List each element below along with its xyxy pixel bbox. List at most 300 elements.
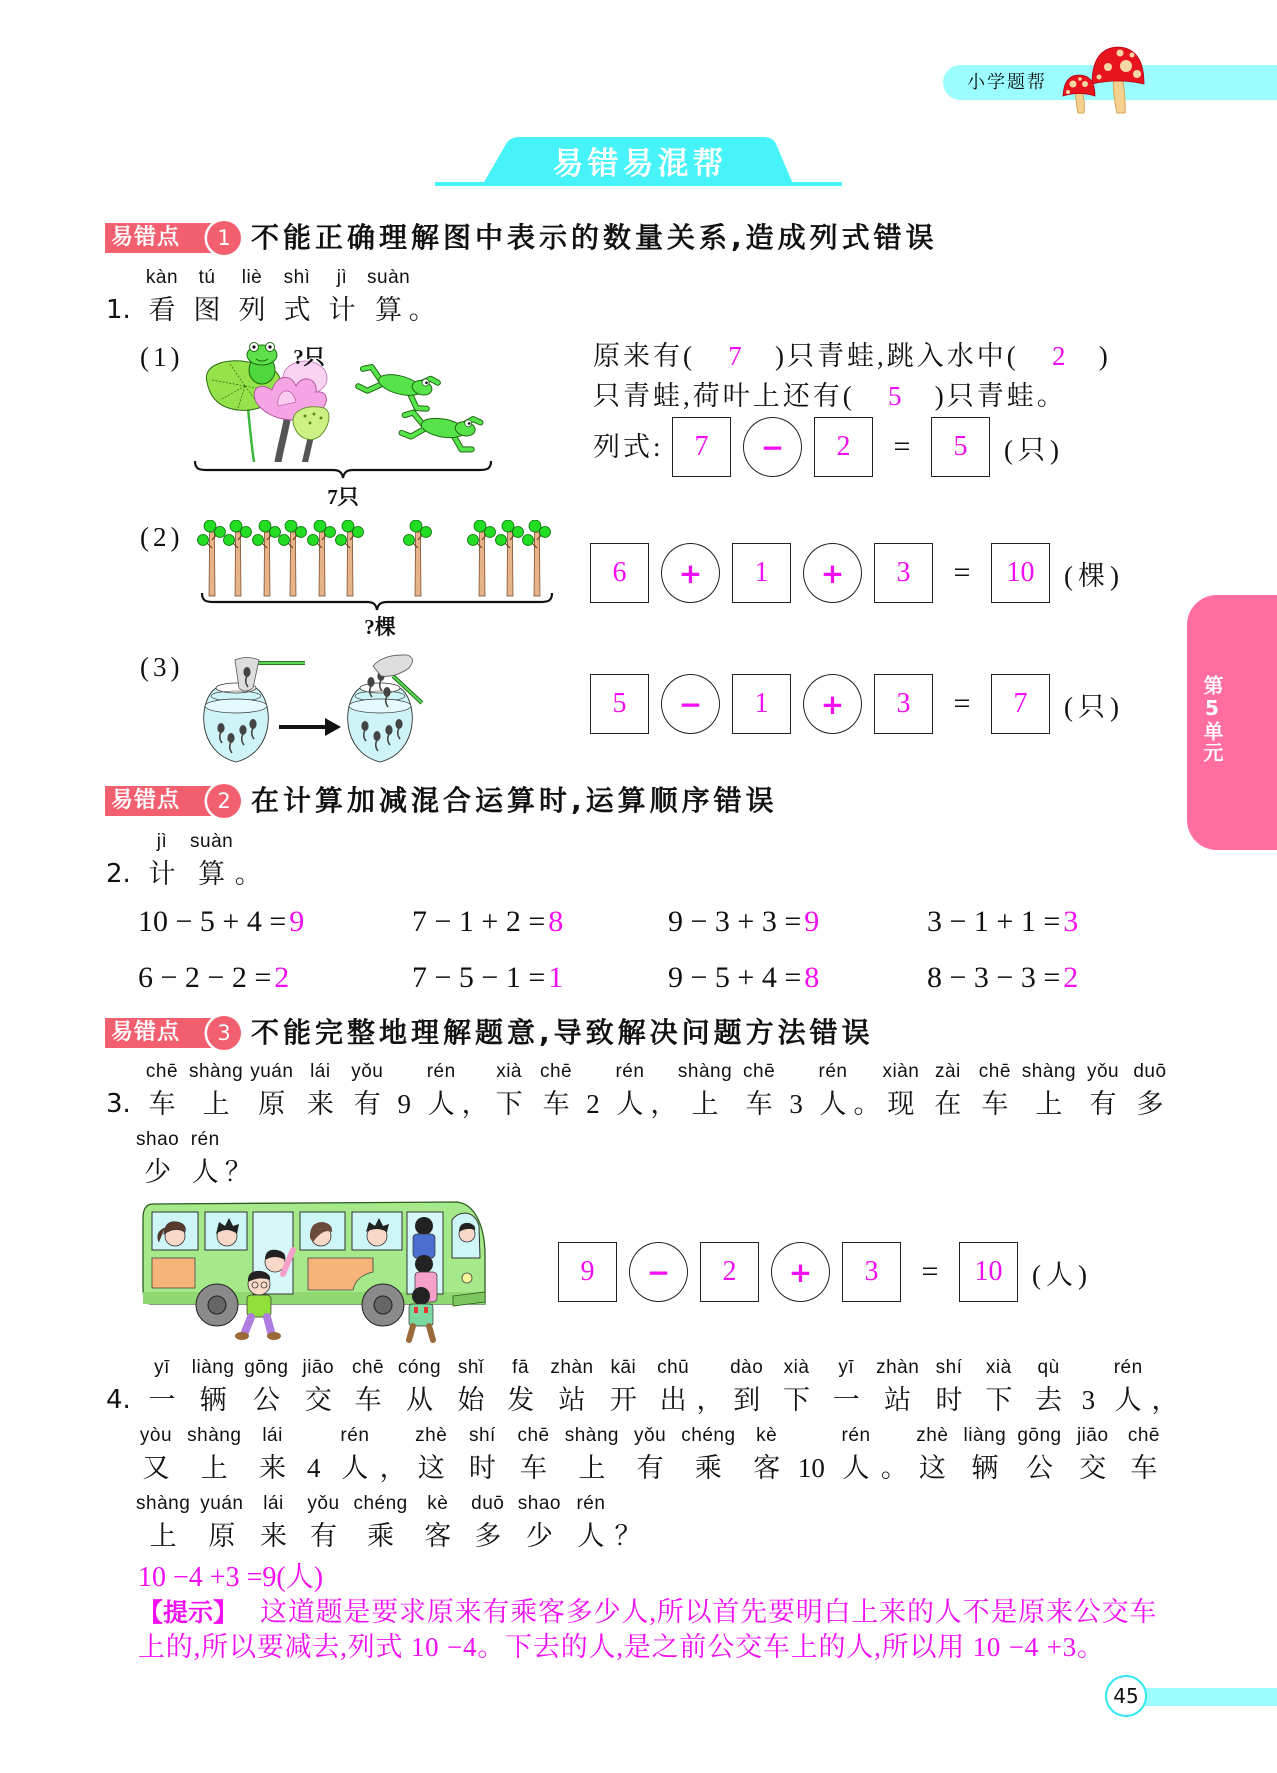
error-point-number: 3	[207, 1016, 241, 1050]
pinyin-token	[234, 830, 262, 894]
pinyin-token	[565, 1424, 619, 1488]
question-number: 3.	[106, 1089, 131, 1119]
pinyin-token	[253, 1492, 293, 1556]
hanzi: 公	[1025, 1453, 1053, 1483]
answer: 2	[1063, 961, 1079, 994]
hanzi: 人	[427, 1089, 455, 1119]
pinyin-token	[836, 1424, 876, 1488]
hanzi: ，	[379, 1453, 407, 1483]
equation-cell: −	[743, 417, 802, 477]
net-icon	[235, 658, 305, 692]
hanzi: 客	[753, 1453, 781, 1483]
pinyin: rén	[1113, 1357, 1143, 1378]
pinyin-token	[518, 1492, 561, 1556]
hanzi: 时	[468, 1453, 496, 1483]
pinyin: rén	[426, 1061, 456, 1082]
pinyin: xià	[783, 1357, 810, 1378]
pinyin: yī	[838, 1357, 855, 1378]
hanzi: 多	[474, 1521, 502, 1551]
equation-cell: 3	[874, 543, 933, 603]
expression: 10 − 5 + 4 =	[138, 905, 287, 938]
equation-cell: 10	[959, 1242, 1018, 1302]
pinyin: yuán	[250, 1061, 294, 1082]
expression: 9 − 5 + 4 =	[668, 961, 802, 994]
pinyin-token	[653, 1356, 693, 1420]
hanzi: 车	[354, 1385, 382, 1415]
pinyin-token	[929, 1356, 969, 1420]
hint-text: 上的,所以要减去,列式 10 −4。下去的人,是之前公交车上的人,所以用 10 −4 +3。	[138, 1632, 1105, 1662]
hint-line-1	[138, 1594, 1157, 1631]
section-header-1	[105, 223, 1105, 253]
equation-cell: −	[661, 674, 720, 734]
equation-cell: 2	[700, 1242, 759, 1302]
hanzi: 公	[252, 1385, 280, 1415]
hanzi: 算	[198, 859, 226, 889]
pinyin-token	[187, 1424, 241, 1488]
equation-cell: +	[661, 543, 720, 603]
trees-illustration	[195, 520, 555, 598]
figure-total-label: ?棵	[364, 615, 396, 639]
equation-cell: +	[803, 674, 862, 734]
question-line	[106, 1424, 1172, 1488]
pinyin-token	[964, 1424, 1007, 1488]
pinyin: chē	[978, 1061, 1011, 1082]
pinyin-token	[550, 1356, 593, 1420]
hanzi: 上	[1035, 1089, 1063, 1119]
pinyin-token	[1083, 1060, 1123, 1124]
expression: 3 − 1 + 1 =	[927, 905, 1061, 938]
hanzi: ，	[650, 1089, 678, 1119]
hanzi: 。	[853, 1089, 881, 1119]
pinyin: tú	[198, 267, 216, 288]
pinyin-text	[136, 1128, 252, 1192]
equation-cell: (只)	[1004, 434, 1064, 465]
pinyin-token	[468, 1492, 508, 1556]
section-title: 不能完整地理解题意,导致解决问题方法错误	[251, 1016, 874, 1049]
section-header-3	[105, 1018, 1105, 1048]
pinyin-text	[142, 830, 262, 894]
error-point-number: 1	[207, 221, 241, 255]
figure-total-label: 7只	[327, 485, 359, 509]
calculation-item	[138, 961, 412, 995]
answer-equation: 10 −4 +3 =9(人)	[138, 1562, 324, 1593]
pinyin: suàn	[190, 831, 234, 852]
question-number: 1.	[106, 295, 131, 325]
pinyin: lái	[262, 1425, 283, 1446]
pinyin-token	[379, 1424, 407, 1488]
answer-blank: 2	[1051, 341, 1066, 371]
pinyin: yǒu	[351, 1061, 384, 1082]
equation-row	[590, 543, 1124, 603]
pinyin: liè	[241, 267, 263, 288]
pinyin-token	[571, 1492, 611, 1556]
pinyin-token	[1078, 1356, 1098, 1420]
equation-cell: 3	[874, 674, 933, 734]
pinyin-token	[190, 830, 233, 894]
hanzi: 上	[691, 1089, 719, 1119]
hanzi: 始	[457, 1385, 485, 1415]
equation-cell: 5	[590, 674, 649, 734]
answer: 8	[804, 961, 820, 994]
pinyin: zhè	[415, 1425, 448, 1446]
hanzi: 现	[887, 1089, 915, 1119]
hanzi: ，	[696, 1385, 724, 1415]
pinyin-token	[461, 1060, 489, 1124]
pinyin: liàng	[963, 1425, 1007, 1446]
question-1	[106, 266, 436, 334]
hanzi: 人	[819, 1089, 847, 1119]
pinyin-token	[1151, 1356, 1179, 1420]
question-line	[106, 1492, 1172, 1556]
hanzi: ，	[1151, 1385, 1179, 1415]
equation-cell: 1	[732, 674, 791, 734]
pinyin: jiāo	[1076, 1425, 1109, 1446]
pinyin: zài	[934, 1061, 961, 1082]
pinyin: shàng	[136, 1493, 191, 1514]
pinyin-token	[142, 1356, 182, 1420]
pinyin-token	[489, 1060, 529, 1124]
series-name: 小学题帮	[967, 72, 1047, 93]
pinyin: duō	[471, 1493, 505, 1514]
pinyin-token	[418, 1492, 458, 1556]
hanzi: 交	[304, 1385, 332, 1415]
equation-cell: 2	[814, 417, 873, 477]
hanzi: 下	[985, 1385, 1013, 1415]
pinyin: chē	[743, 1061, 776, 1082]
hanzi: 人	[341, 1453, 369, 1483]
pinyin-token	[253, 1424, 293, 1488]
pinyin-token	[142, 830, 182, 894]
hanzi: 上	[149, 1521, 177, 1551]
calculation-item	[927, 961, 1127, 995]
pinyin: cóng	[397, 1357, 442, 1378]
pinyin-token	[408, 266, 436, 330]
answer: 1	[548, 961, 564, 994]
pinyin: jì	[336, 267, 348, 288]
pinyin-token	[244, 1356, 288, 1420]
pinyin: chéng	[681, 1425, 736, 1446]
calculation-grid	[138, 894, 1127, 1006]
answer: 8	[548, 905, 564, 938]
question-line	[106, 1060, 1170, 1124]
error-point-badge: 易错点	[105, 223, 217, 253]
error-point-badge: 易错点	[105, 786, 217, 816]
hanzi: 人	[1114, 1385, 1142, 1415]
expression: 7 − 5 − 1 =	[412, 961, 546, 994]
pinyin-token	[185, 1128, 225, 1192]
pinyin: jiāo	[302, 1357, 335, 1378]
pinyin: chéng	[353, 1493, 408, 1514]
pinyin: lái	[263, 1493, 284, 1514]
pinyin-token	[200, 1492, 243, 1556]
hanzi: 到	[733, 1385, 761, 1415]
pinyin-token	[335, 1424, 375, 1488]
hanzi: 在	[934, 1089, 962, 1119]
pinyin: rén	[340, 1425, 370, 1446]
question-number: 2.	[106, 859, 131, 889]
jumping-frog-icon	[400, 407, 480, 452]
pinyin-token	[398, 1356, 441, 1420]
equation-label: 列式:	[593, 432, 664, 462]
pinyin-text	[136, 1492, 642, 1556]
hanzi: 乘	[367, 1521, 395, 1551]
unit-tab-label: 第5单元	[1200, 675, 1224, 763]
pinyin-token	[277, 266, 317, 330]
pinyin-token	[421, 1060, 461, 1124]
hanzi: 有	[353, 1089, 381, 1119]
footer-bar	[1145, 1688, 1277, 1706]
pinyin: yǒu	[634, 1425, 667, 1446]
pinyin-text	[142, 1356, 1179, 1420]
pinyin-token	[798, 1424, 825, 1488]
hanzi: 看	[148, 295, 176, 325]
lotus-seed-pod	[293, 407, 329, 440]
hanzi: 辆	[199, 1385, 227, 1415]
hanzi: 算	[375, 295, 403, 325]
pinyin: shì	[283, 267, 311, 288]
section-title: 不能正确理解图中表示的数量关系,造成列式错误	[251, 221, 938, 254]
hanzi: 9	[397, 1089, 411, 1119]
hanzi: 车	[745, 1089, 773, 1119]
equation-cell: (只)	[1064, 691, 1124, 722]
sentence-text: )	[1098, 341, 1111, 371]
hanzi: 下	[783, 1385, 810, 1415]
answer: 3	[1063, 905, 1079, 938]
pinyin: shǐ	[457, 1357, 484, 1378]
pinyin-token	[881, 1060, 921, 1124]
subquestion-label-1: (1)	[140, 342, 184, 372]
pinyin-token	[975, 1060, 1015, 1124]
wheel-icon	[196, 1284, 238, 1326]
pinyin-token	[353, 1492, 407, 1556]
pinyin-token	[603, 1356, 643, 1420]
pinyin-token	[192, 1356, 235, 1420]
pinyin-token	[462, 1424, 502, 1488]
pinyin-token	[678, 1060, 732, 1124]
equation-cell: 10	[991, 543, 1050, 603]
pinyin: chē	[517, 1425, 550, 1446]
answer: 9	[804, 905, 820, 938]
hanzi: 少	[525, 1521, 553, 1551]
pinyin-token	[1130, 1060, 1170, 1124]
pinyin: yī	[154, 1357, 170, 1378]
equation-row	[590, 674, 1124, 734]
brace	[200, 592, 554, 612]
pinyin: yuán	[200, 1493, 244, 1514]
equation-cell: (棵)	[1064, 560, 1124, 591]
pinyin: qù	[1037, 1357, 1060, 1378]
pinyin-token	[348, 1356, 388, 1420]
pinyin: shàng	[677, 1061, 733, 1082]
hanzi: 辆	[971, 1453, 999, 1483]
pinyin: lái	[310, 1061, 331, 1082]
hanzi: 车	[148, 1089, 176, 1119]
hanzi: 乘	[694, 1453, 722, 1483]
pinyin: kè	[756, 1425, 778, 1446]
pinyin: shàng	[1021, 1061, 1077, 1082]
calculation-item	[668, 961, 927, 995]
unit-tab	[1187, 595, 1277, 850]
pinyin: shao	[517, 1493, 561, 1514]
hanzi: 4	[307, 1453, 321, 1483]
pinyin-token	[501, 1356, 541, 1420]
pinyin-token	[394, 1060, 414, 1124]
question-line	[106, 1356, 1179, 1420]
hanzi: 。	[880, 1453, 908, 1483]
pinyin-token	[1022, 1060, 1076, 1124]
equation-cell: +	[771, 1242, 830, 1302]
answer: 9	[289, 905, 305, 938]
expression: 8 − 3 − 3 =	[927, 961, 1061, 994]
hanzi: 上	[200, 1453, 228, 1483]
pinyin-token	[514, 1424, 554, 1488]
pinyin: chē	[539, 1061, 573, 1082]
calculation-item	[668, 905, 927, 939]
hanzi: 有	[636, 1453, 664, 1483]
pinyin-token	[630, 1424, 670, 1488]
equation-cell: 7	[991, 674, 1050, 734]
section-header-2	[105, 786, 1105, 816]
sitting-frog-icon	[247, 343, 277, 385]
hanzi: 一	[832, 1385, 860, 1415]
sentence-text: )只青蛙,跳入水中(	[775, 341, 1019, 371]
pinyin-token	[303, 1492, 343, 1556]
hanzi: ，	[461, 1089, 489, 1119]
equation-cell: 3	[842, 1242, 901, 1302]
pinyin-token	[411, 1424, 451, 1488]
pinyin-token	[136, 1492, 190, 1556]
hanzi: 10	[797, 1453, 825, 1483]
page-title: 易错易混帮	[552, 146, 728, 182]
pinyin: shí	[468, 1425, 496, 1446]
hanzi: 计	[148, 859, 176, 889]
pinyin-token	[747, 1424, 787, 1488]
question-number: 4.	[106, 1385, 131, 1415]
pinyin: yǒu	[1086, 1061, 1120, 1082]
pinyin-token	[298, 1356, 338, 1420]
pinyin: zhàn	[876, 1357, 920, 1378]
expression: 6 − 2 − 2 =	[138, 961, 272, 994]
fill-in-sentence-line-1	[593, 336, 1111, 376]
error-point-badge: 易错点	[105, 1018, 217, 1048]
pinyin-text	[142, 266, 436, 330]
pinyin-token	[826, 1356, 866, 1420]
pinyin-token	[224, 1128, 252, 1192]
hanzi: 式	[283, 295, 311, 325]
hint-line-2	[138, 1629, 1105, 1665]
pinyin-token	[142, 1060, 182, 1124]
hanzi: 这	[918, 1453, 946, 1483]
hanzi: 人	[616, 1089, 644, 1119]
pinyin-text	[136, 1424, 1164, 1488]
pinyin: zhè	[916, 1425, 949, 1446]
pinyin-token	[1017, 1424, 1061, 1488]
equation-cell: =	[953, 687, 971, 720]
calculation-item	[412, 961, 668, 995]
pinyin: chū	[657, 1357, 690, 1378]
pinyin-token	[536, 1060, 576, 1124]
frog-lotus-illustration	[190, 340, 495, 462]
equation-cell: −	[629, 1242, 688, 1302]
pinyin: duō	[1133, 1061, 1167, 1082]
pinyin: chē	[145, 1061, 179, 1082]
expression: 9 − 3 + 3 =	[668, 905, 802, 938]
pinyin: zhàn	[550, 1357, 594, 1378]
answer-blank: 7	[728, 341, 742, 371]
mushroom-icon	[1060, 44, 1150, 116]
pinyin: yòu	[139, 1425, 173, 1446]
equation-cell: 5	[931, 417, 990, 477]
pinyin-token	[610, 1060, 650, 1124]
pinyin: rén	[190, 1129, 220, 1150]
equation-cell: +	[803, 543, 862, 603]
figure-question-label: ?只	[293, 345, 325, 369]
question-line	[106, 830, 262, 894]
hanzi: 又	[142, 1453, 170, 1483]
pinyin: fā	[512, 1357, 530, 1378]
pinyin-token	[1124, 1424, 1164, 1488]
pinyin: xià	[985, 1357, 1012, 1378]
pinyin-token	[777, 1356, 817, 1420]
pinyin-token	[912, 1424, 952, 1488]
expression: 7 − 1 + 2 =	[412, 905, 546, 938]
pinyin: dào	[730, 1357, 764, 1378]
question-line	[106, 266, 436, 330]
pinyin-token	[347, 1060, 387, 1124]
equation-row	[558, 1242, 1092, 1302]
hanzi: 车	[1130, 1453, 1158, 1483]
pinyin-token	[876, 1356, 919, 1420]
error-point-number: 2	[207, 784, 241, 818]
pinyin: rén	[841, 1425, 871, 1446]
pinyin-token	[681, 1424, 735, 1488]
pinyin: chē	[1127, 1425, 1160, 1446]
equation-cell: 9	[558, 1242, 617, 1302]
hanzi: 来	[306, 1089, 334, 1119]
hanzi: 。	[234, 859, 262, 889]
pinyin-token	[614, 1492, 642, 1556]
pinyin: kāi	[610, 1357, 637, 1378]
pinyin-token	[142, 266, 182, 330]
equation-cell: =	[953, 556, 971, 589]
pinyin: shàng	[187, 1425, 242, 1446]
brace	[193, 460, 493, 480]
equation-cell: 7	[672, 417, 731, 477]
pinyin-token	[189, 1060, 243, 1124]
pinyin: yǒu	[307, 1493, 340, 1514]
answer: 2	[274, 961, 290, 994]
pinyin: rén	[818, 1061, 848, 1082]
pinyin-token	[1073, 1424, 1113, 1488]
equation-cell: 1	[732, 543, 791, 603]
pinyin: kàn	[145, 267, 179, 288]
hanzi: 一	[148, 1385, 176, 1415]
hanzi: 人	[842, 1453, 870, 1483]
hint-text: 这道题是要求原来有乘客多少人,所以首先要明白上来的人不是原来公交车	[260, 1597, 1158, 1627]
hanzi: 去	[1035, 1385, 1063, 1415]
pinyin-token	[813, 1060, 853, 1124]
pinyin-token	[727, 1356, 767, 1420]
pinyin-token	[136, 1424, 176, 1488]
pinyin-token	[136, 1128, 179, 1192]
pinyin: kè	[427, 1493, 449, 1514]
answer-blank: 5	[888, 381, 902, 411]
question-3	[106, 1060, 1170, 1196]
sentence-text: 只青蛙,荷叶上还有(	[593, 381, 855, 411]
hanzi: 列	[238, 295, 266, 325]
bus-illustration	[141, 1198, 487, 1348]
pinyin-token	[928, 1060, 968, 1124]
